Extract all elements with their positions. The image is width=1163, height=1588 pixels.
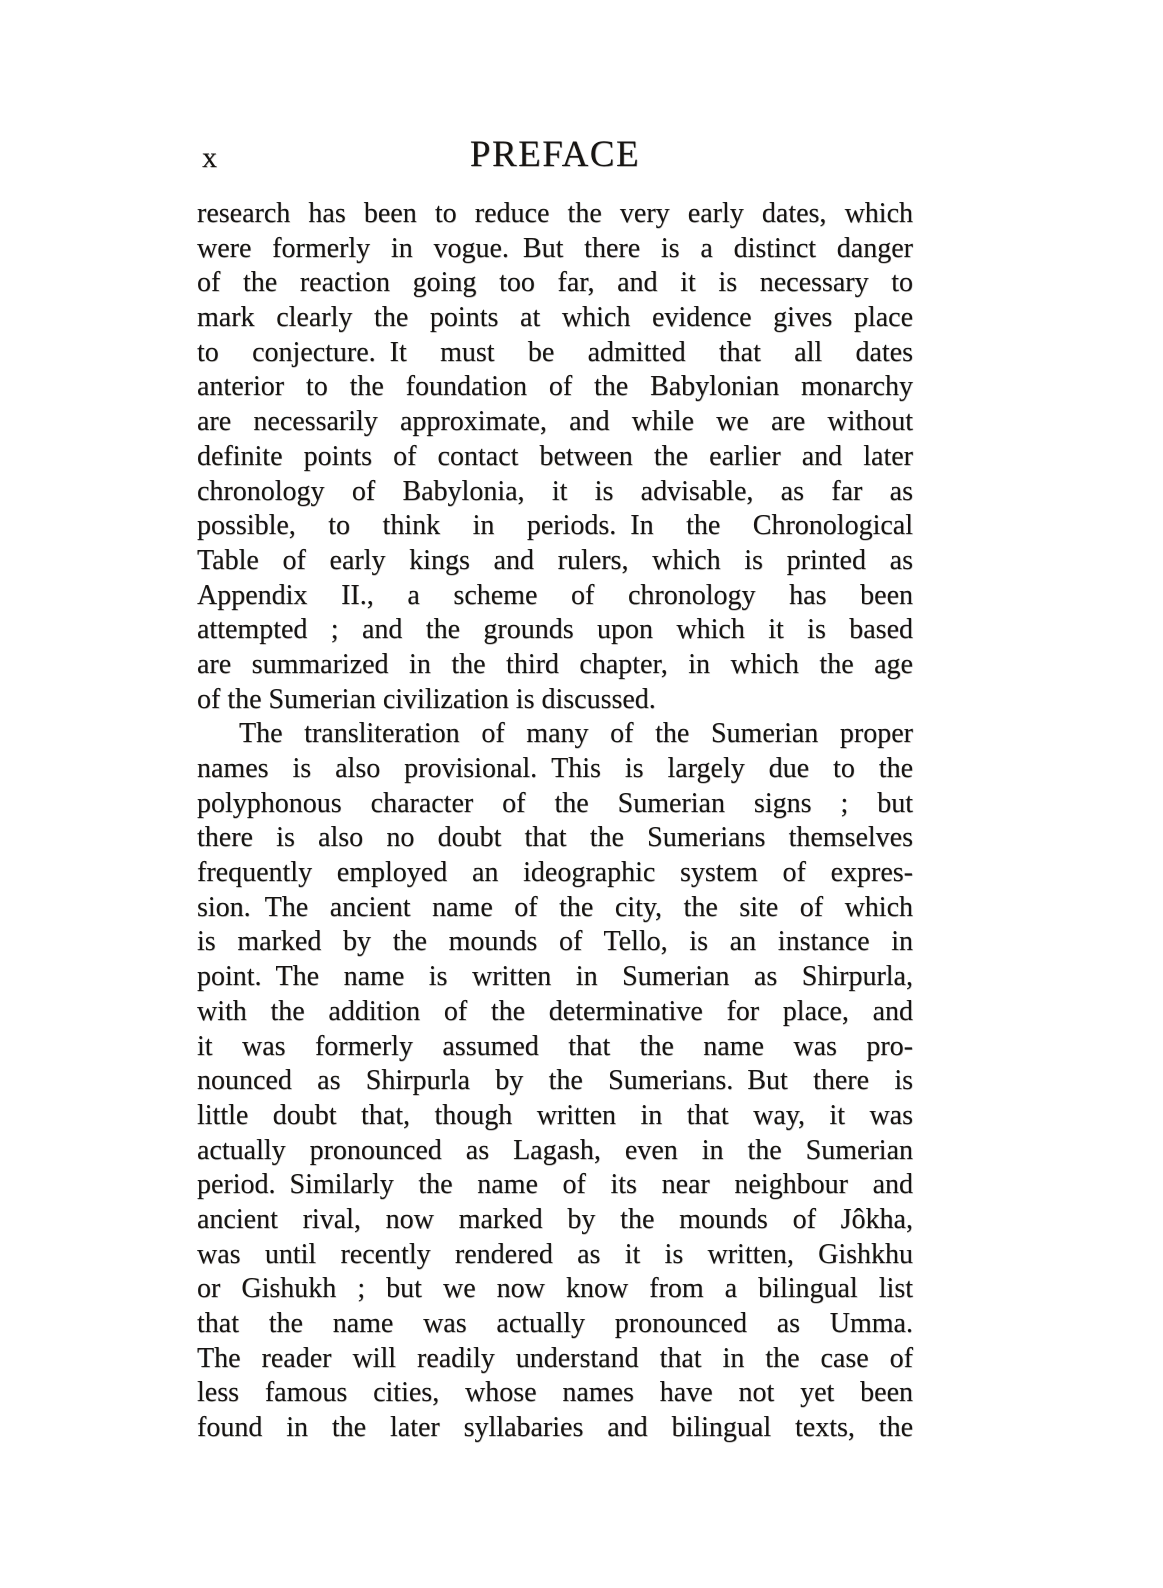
text-line: ancient rival, now marked by the mounds of Jôkha, bbox=[197, 1203, 913, 1235]
text-line: nounced as Shirpurla by the Sumerians. But there is bbox=[197, 1065, 913, 1097]
text-line: Appendix II., a scheme of chronology has been bbox=[197, 579, 913, 611]
text-line: frequently employed an ideographic system of expres- bbox=[197, 857, 913, 889]
text-line: of the Sumerian civilization is discussed. bbox=[197, 683, 656, 715]
text-line: research has been to reduce the very early dates, which bbox=[197, 198, 913, 229]
text-line: sion. The ancient name of the city, the site of which bbox=[197, 891, 913, 923]
text-line: anterior to the foundation of the Babylonian monarchy bbox=[197, 371, 913, 403]
text-line: there is also no doubt that the Sumerians themselves bbox=[197, 822, 913, 854]
text-line: possible, to think in periods. In the Chronological bbox=[197, 510, 913, 542]
text-line: The reader will readily understand that in the case of bbox=[197, 1342, 913, 1374]
text-line: is marked by the mounds of Tello, is an instance in bbox=[197, 926, 913, 958]
text-line: little doubt that, though written in that way, it was bbox=[197, 1099, 913, 1131]
text-line: attempted ; and the grounds upon which it is based bbox=[197, 614, 913, 646]
page-number: x bbox=[202, 141, 217, 174]
text-line: mark clearly the points at which evidence gives place bbox=[197, 302, 913, 334]
text-line: definite points of contact between the earlier and later bbox=[197, 440, 913, 472]
page-header bbox=[197, 134, 913, 176]
text-block bbox=[197, 197, 913, 1446]
text-line: or Gishukh ; but we now know from a bilingual list bbox=[197, 1273, 913, 1305]
text-line: names is also provisional. This is largely due to the bbox=[197, 753, 913, 784]
text-line: were formerly in vogue. But there is a distinct danger bbox=[197, 232, 913, 264]
text-line: actually pronounced as Lagash, even in the Sumerian bbox=[197, 1134, 913, 1166]
text-line: found in the later syllabaries and bilingual texts, the bbox=[197, 1412, 913, 1444]
text-line: polyphonous character of the Sumerian signs ; but bbox=[197, 787, 913, 819]
text-line: was until recently rendered as it is written, Gishkhu bbox=[197, 1238, 913, 1270]
text-line: Table of early kings and rulers, which is printed as bbox=[197, 544, 913, 576]
text-line: chronology of Babylonia, it is advisable, as far as bbox=[197, 475, 913, 507]
text-line: are summarized in the third chapter, in which the age bbox=[197, 648, 913, 680]
text-line: The transliteration of many of the Sumerian proper bbox=[239, 718, 913, 750]
text-line: less famous cities, whose names have not yet been bbox=[197, 1377, 913, 1409]
text-line: of the reaction going too far, and it is necessary to bbox=[197, 267, 913, 299]
text-line: it was formerly assumed that the name was pro- bbox=[197, 1030, 913, 1062]
book-page bbox=[197, 134, 913, 1446]
text-line: to conjecture. It must be admitted that all dates bbox=[197, 336, 913, 368]
text-line: are necessarily approximate, and while we are without bbox=[197, 406, 913, 438]
text-line: with the addition of the determinative for place, and bbox=[197, 995, 913, 1027]
page-title: PREFACE bbox=[469, 134, 641, 175]
text-line: period. Similarly the name of its near neighbour and bbox=[197, 1169, 913, 1201]
text-line: point. The name is written in Sumerian as Shirpurla, bbox=[197, 961, 913, 993]
text-line: that the name was actually pronounced as Umma. bbox=[197, 1308, 913, 1339]
